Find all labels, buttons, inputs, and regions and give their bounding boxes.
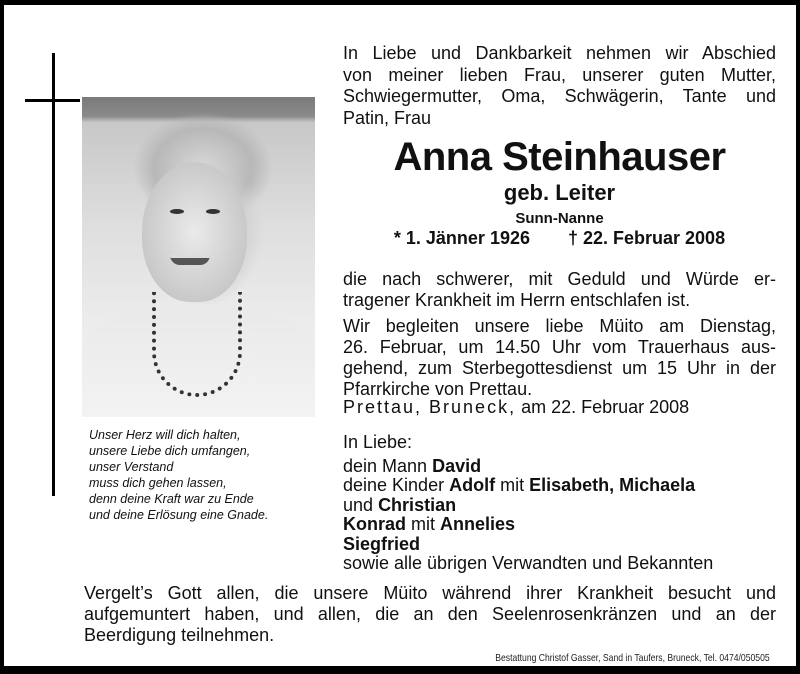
- memorial-verse: [89, 427, 329, 523]
- mourner-name: Elisabeth, Michaela: [529, 475, 696, 495]
- portrait-eye: [170, 209, 184, 214]
- mourner-line: deine Kinder Adolf mit Elisabeth, Michaela: [343, 475, 696, 495]
- mourner-line: dein Mann David: [343, 455, 482, 476]
- portrait-face: [142, 162, 247, 302]
- paragraph-line: die nach schwerer, mit Geduld und Würde er-: [343, 269, 776, 289]
- paragraph-line: Wir begleiten unsere liebe Müito am Dienstag,: [343, 316, 776, 336]
- mourner-name: Christian: [378, 494, 457, 515]
- paragraph-line: Vergelt’s Gott allen, die unsere Müito während ihrer Krankheit besucht und: [84, 583, 776, 603]
- deceased-name: Anna Steinhauser: [393, 135, 726, 179]
- mourners-list: [343, 433, 713, 574]
- portrait-photo: [82, 97, 315, 417]
- place-and-date: [343, 397, 689, 418]
- mourner-line: und Christian: [343, 494, 457, 515]
- mourner-line: Konrad mit Annelies: [343, 514, 516, 534]
- undertaker-credit: Bestattung Christof Gasser, Sand in Taufers, Bruneck, Tel. 0474/050505: [495, 652, 770, 664]
- latin-cross-icon: [52, 53, 55, 496]
- birth-date: * 1. Jänner 1926: [393, 228, 530, 248]
- intro-line: Patin, Frau: [343, 107, 432, 128]
- mourner-name: David: [432, 455, 482, 476]
- obituary-notice: [4, 5, 796, 666]
- death-date: † 22. Februar 2008: [567, 228, 726, 248]
- verse-line: unser Verstand: [89, 460, 174, 474]
- verse-line: Unser Herz will dich halten,: [89, 428, 241, 442]
- paragraph-line: tragener Krankheit im Herrn entschlafen ist.: [343, 290, 691, 310]
- passing-paragraph: [343, 269, 776, 311]
- funeral-paragraph: [343, 316, 776, 400]
- verse-line: denn deine Kraft war zu Ende: [89, 492, 254, 506]
- paragraph-line: Pfarrkirche von Prettau.: [343, 379, 533, 399]
- mourner-name: Adolf: [449, 475, 496, 495]
- mourner-name: Annelies: [440, 514, 516, 534]
- paragraph-line: gehend, zum Sterbegottesdienst um 15 Uhr in der: [343, 358, 776, 378]
- paragraph-line: 26. Februar, um 14.50 Uhr vom Trauerhaus aus-: [343, 337, 776, 357]
- mourners-label: In Liebe:: [343, 432, 413, 452]
- maiden-name: geb. Leiter: [503, 180, 616, 205]
- paragraph-line: Beerdigung teilnehmen.: [84, 625, 275, 645]
- intro-line: von meiner lieben Frau, unserer guten Mutter,: [343, 64, 776, 85]
- mourner-line: sowie alle übrigen Verwandten und Bekannten: [343, 553, 714, 573]
- portrait-smile: [170, 255, 210, 265]
- nickname: Sunn-Nanne: [515, 210, 604, 227]
- paragraph-line: aufgemuntert haben, und allen, die an den Seelenrosenkränzen und an der: [84, 604, 776, 624]
- mourner-line: [343, 535, 713, 555]
- portrait-necklace: [152, 292, 242, 397]
- intro-line: Schwiegermutter, Oma, Schwägerin, Tante und: [343, 86, 776, 106]
- thanks-paragraph: [84, 583, 776, 646]
- intro-text: [343, 43, 776, 129]
- place: Prettau, Bruneck,: [343, 397, 517, 417]
- life-dates: [343, 227, 776, 249]
- intro-line: In Liebe und Dankbarkeit nehmen wir Abschied: [343, 43, 776, 63]
- mourner-name: Siegfried: [343, 533, 421, 554]
- verse-line: und deine Erlösung eine Gnade.: [89, 508, 269, 522]
- mourner-name: Konrad: [343, 514, 406, 534]
- verse-line: unsere Liebe dich umfangen,: [89, 444, 251, 458]
- latin-cross-icon-bar: [25, 99, 80, 102]
- portrait-eye: [206, 209, 220, 214]
- verse-line: muss dich gehen lassen,: [89, 476, 227, 490]
- date: am 22. Februar 2008: [521, 397, 690, 417]
